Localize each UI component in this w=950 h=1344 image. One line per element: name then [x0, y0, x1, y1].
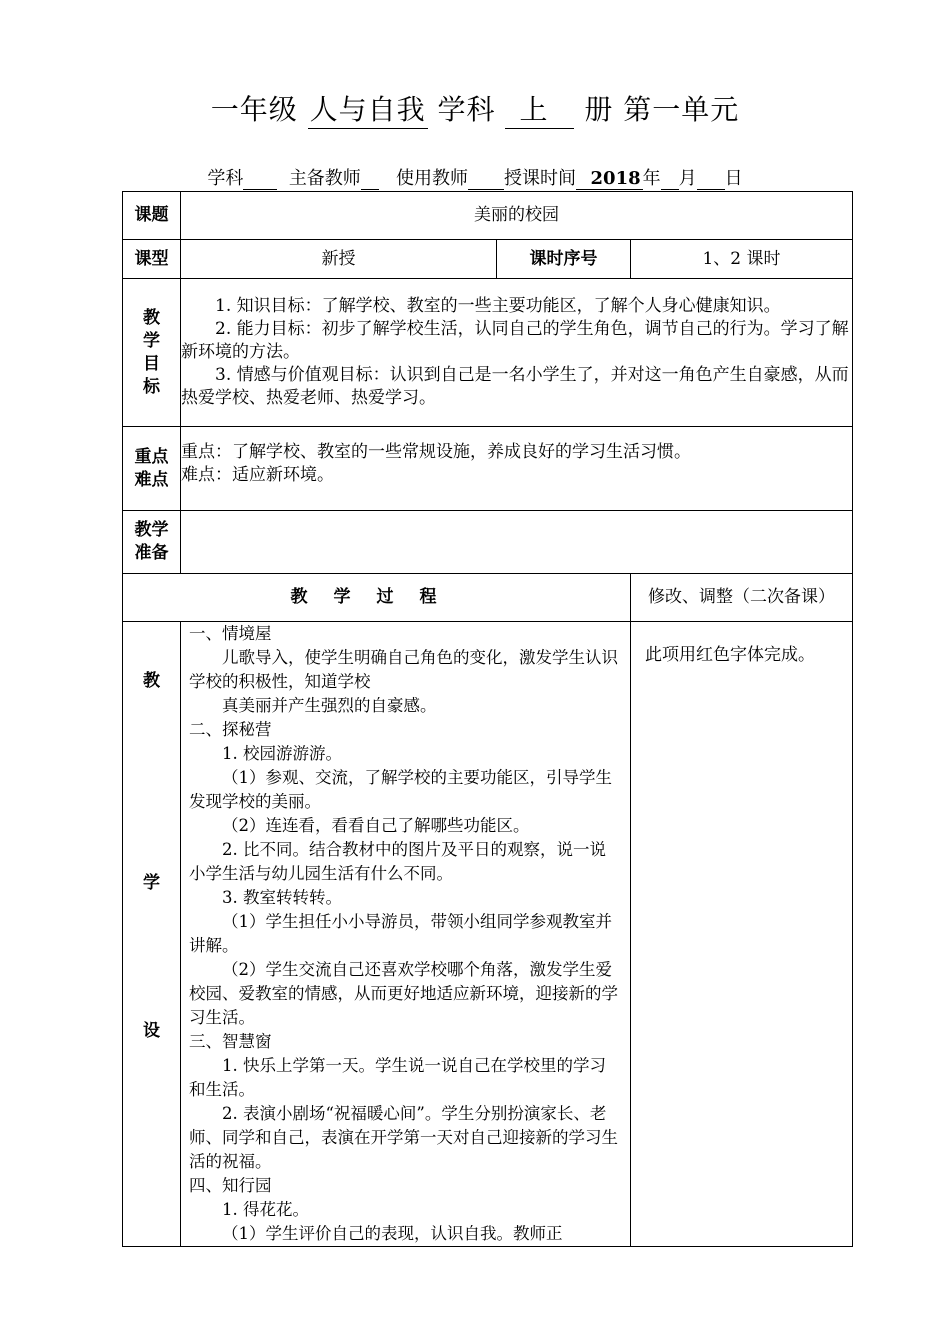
main-teacher-blank: [361, 171, 379, 190]
process-line: 2. 比不同。结合教材中的图片及平日的观察，说一说小学生活与幼儿园生活有什么不同。: [189, 840, 606, 883]
key-label: 重点 难点: [123, 427, 181, 511]
process-line: 1. 得花花。: [222, 1200, 309, 1219]
lesson-plan-table: [122, 191, 853, 1247]
topic-value: 美丽的校园: [181, 192, 853, 240]
key-row: [123, 427, 853, 511]
process-line: 三、智慧窗: [189, 1032, 272, 1051]
process-line: 四、知行园: [189, 1176, 272, 1195]
main-teacher-label: 主备教师: [288, 168, 361, 189]
unit: 第一单元: [623, 93, 740, 126]
goals-label: 教 学 目 标: [123, 279, 181, 427]
difficulty: 难点：适应新环境。: [181, 465, 334, 485]
revise-header: 修改、调整（二次备课）: [631, 574, 853, 622]
type-value: 新授: [181, 240, 497, 279]
design-label: 教 学 设: [123, 622, 181, 1247]
goals-text: [181, 279, 853, 427]
process-line: 1. 快乐上学第一天。学生说一说自己在学校里的学习和生活。: [189, 1056, 606, 1099]
process-line: 2. 表演小剧场“祝福暖心间”。学生分别扮演家长、老师、同学和自己，表演在开学第一天对自己迎接新的学习生活的祝福。: [189, 1104, 618, 1171]
process-line: （1）学生评价自己的表现，认识自我。教师正: [222, 1224, 563, 1243]
month-blank: [661, 171, 679, 190]
revise-note: 此项用红色字体完成。: [631, 622, 853, 1247]
time-label: 授课时间: [503, 168, 576, 189]
process-line: 3. 教室转转转。: [222, 888, 342, 907]
prep-row: [123, 511, 853, 574]
year-value: 2018: [576, 168, 643, 190]
process-line: 二、探秘营: [189, 720, 272, 739]
period-value: 1、2 课时: [631, 240, 853, 279]
user-teacher-label: 使用教师: [395, 168, 468, 189]
process-line: 儿歌导入，使学生明确自己角色的变化，激发学生认识学校的积极性，知道学校: [189, 648, 618, 691]
process-line: 1. 校园游游游。: [222, 744, 342, 763]
process-line: （1）参观、交流，了解学校的主要功能区，引导学生发现学校的美丽。: [189, 768, 612, 811]
subject-blank: [243, 171, 277, 190]
type-label: 课型: [123, 240, 181, 279]
goals-row: [123, 279, 853, 427]
process-row: [123, 622, 853, 1247]
grade: 一年级: [210, 93, 298, 126]
process-line: 真美丽并产生强烈的自豪感。: [222, 696, 437, 715]
type-row: [123, 240, 853, 279]
lesson-meta-line: [0, 164, 950, 190]
prep-label: 教学 准备: [123, 511, 181, 574]
process-line: （2）学生交流自己还喜欢学校哪个角落，激发学生爱校园、爱教室的情感，从而更好地适应新环境，迎接新的学习生活。: [189, 960, 618, 1027]
subject-label: 学科: [207, 168, 244, 189]
process-line: （1）学生担任小小导游员，带领小组同学参观教室并讲解。: [189, 912, 612, 955]
document-title: [0, 88, 950, 129]
topic-label: 课题: [123, 192, 181, 240]
topic-row: [123, 192, 853, 240]
user-teacher-blank: [468, 171, 504, 190]
period-label: 课时序号: [497, 240, 631, 279]
volume: 上: [505, 88, 574, 129]
month-unit: 月: [678, 168, 697, 189]
process-line: （2）连连看，看看自己了解哪些功能区。: [222, 816, 530, 835]
goal-ability: 2. 能力目标：初步了解学校生活，认同自己的学生角色，调节自己的行为。学习了解新环境的方法。: [181, 319, 849, 362]
subject-word: 学科: [437, 93, 496, 126]
process-line: 一、情境屋: [189, 624, 272, 643]
year-unit: 年: [642, 168, 661, 189]
goal-emotion: 3. 情感与价值观目标：认识到自己是一名小学生了，并对这一角色产生自豪感，从而热爱学校、热爱老师、热爱学习。: [181, 365, 849, 408]
subject-name: 人与自我: [308, 88, 428, 129]
prep-value: [181, 511, 853, 574]
goal-knowledge: 1. 知识目标：了解学校、教室的一些主要功能区，了解个人身心健康知识。: [215, 296, 781, 316]
day-blank: [697, 171, 725, 190]
day-unit: 日: [724, 168, 743, 189]
key-point: 重点：了解学校、教室的一些常规设施，养成良好的学习生活习惯。: [181, 442, 691, 462]
key-text: [181, 427, 853, 511]
process-text: [181, 622, 631, 1247]
volume-word: 册: [584, 93, 614, 126]
process-header: 教学过程: [123, 574, 631, 622]
process-header-row: [123, 574, 853, 622]
